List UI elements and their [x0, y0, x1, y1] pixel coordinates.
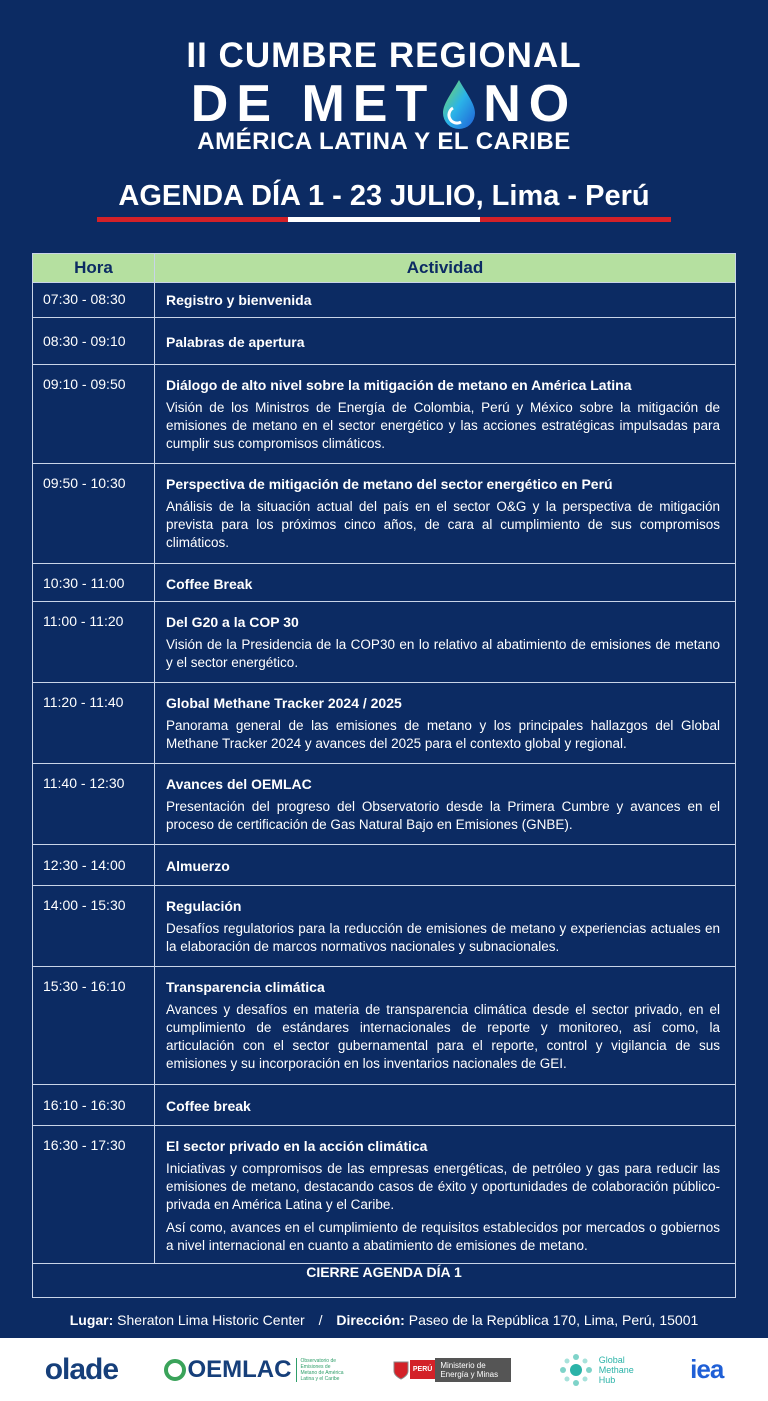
summit-subtitle: AMÉRICA LATINA Y EL CARIBE: [197, 128, 571, 155]
row-time: 16:10 - 16:30: [33, 1085, 155, 1126]
peru-shield-icon: [392, 1360, 410, 1380]
activity-description: Desafíos regulatorios para la reducción de emisiones de metano y experiencias actuales en la elaboración de marcos normativos nacionales y subnacionales.: [166, 921, 720, 954]
row-activity: [155, 564, 736, 602]
summit-title-line1: II CUMBRE REGIONAL: [186, 36, 582, 75]
table-row: [33, 764, 736, 845]
global-methane-hub-logo: [557, 1351, 645, 1389]
row-time: 14:00 - 15:30: [33, 886, 155, 967]
activity-description: Análisis de la situación actual del país en el sector O&G y la perspectiva de mitigación prevista para los próximos cinco años, de cara al cumplimiento de sus compromisos climáticos.: [166, 499, 720, 550]
table-row: [33, 318, 736, 365]
activity-description-extra: Así como, avances en el cumplimiento de requisitos establecidos por mercados o gobiernos a nivel internacional en cuanto a abatimiento de emisiones de metano.: [166, 1220, 720, 1253]
activity-title: Transparencia climática: [166, 979, 325, 995]
row-activity: [155, 365, 736, 464]
agenda-title: AGENDA DÍA 1 - 23 JULIO, Lima - Perú: [118, 180, 650, 212]
activity-title: Almuerzo: [166, 858, 230, 874]
activity-title: Avances del OEMLAC: [166, 776, 312, 792]
table-row: [33, 967, 736, 1085]
venue-label: Lugar:: [69, 1312, 114, 1328]
row-time: 11:20 - 11:40: [33, 683, 155, 764]
column-header-hora: Hora: [33, 254, 155, 283]
address-value: Paseo de la República 170, Lima, Perú, 15001: [408, 1312, 699, 1328]
row-activity: [155, 283, 736, 318]
row-time: 10:30 - 11:00: [33, 564, 155, 602]
row-time: 12:30 - 14:00: [33, 845, 155, 886]
oemlac-logo-text: OEMLAC: [187, 1355, 292, 1383]
row-activity: [155, 683, 736, 764]
venue-info: [0, 1312, 768, 1328]
methane-drop-icon: [439, 78, 479, 130]
activity-description: Presentación del progreso del Observatorio desde la Primera Cumbre y avances en el proceso de certificación de Gas Natural Bajo en Emisiones (GNBE).: [166, 799, 720, 832]
venue-separator: /: [318, 1312, 323, 1328]
row-activity: [155, 1085, 736, 1126]
row-activity: [155, 764, 736, 845]
activity-description: Visión de la Presidencia de la COP30 en lo relativo al abatimiento de emisiones de metano y el sector energético.: [166, 637, 720, 670]
activity-title: Regulación: [166, 898, 242, 914]
oemlac-ring-icon: [163, 1358, 187, 1382]
address-label: Dirección:: [336, 1312, 405, 1328]
venue-value: Sheraton Lima Historic Center: [117, 1312, 305, 1328]
row-time: 09:50 - 10:30: [33, 464, 155, 564]
row-time: 11:00 - 11:20: [33, 602, 155, 683]
sponsor-logos-bar: [0, 1338, 768, 1401]
closing-row: [33, 1264, 736, 1298]
olade-logo-text: olade: [44, 1352, 119, 1386]
activity-title: Palabras de apertura: [166, 334, 305, 350]
table-row: [33, 365, 736, 464]
table-row: [33, 1126, 736, 1264]
peru-label: PERÚ: [410, 1360, 435, 1379]
table-header-row: [33, 254, 736, 283]
activity-title: Registro y bienvenida: [166, 292, 312, 308]
ministry-label: Ministerio de Energía y Minas: [435, 1358, 511, 1382]
column-header-actividad: Actividad: [155, 254, 736, 283]
activity-description: Visión de los Ministros de Energía de Colombia, Perú y México sobre la mitigación de emisiones de metano en el sector energético y las acciones estratégicas impulsadas para cumplir sus compromisos climáticos.: [166, 400, 720, 451]
table-row: [33, 564, 736, 602]
activity-title: Perspectiva de mitigación de metano del sector energético en Perú: [166, 476, 613, 492]
activity-title: Coffee Break: [166, 576, 253, 592]
minem-logo: [392, 1358, 511, 1382]
table-row: [33, 683, 736, 764]
activity-title: Coffee break: [166, 1098, 251, 1114]
summit-title-line2: [0, 74, 768, 134]
row-activity: [155, 886, 736, 967]
activity-title: Diálogo de alto nivel sobre la mitigación de metano en América Latina: [166, 377, 632, 393]
title-part-b: NO: [483, 75, 578, 133]
activity-description: Avances y desafíos en materia de transparencia climática desde el sector privado, en el cumplimiento de estándares internacionales de reporte y monitoreo, así como, la articulación con el sector gubernamental para el reporte, control y vigilancia de sus emisiones y su incorporación en los inventarios nacionales de GEI.: [166, 1002, 720, 1071]
peru-flag-bar: [97, 217, 671, 222]
agenda-table: [32, 253, 736, 1298]
table-row: [33, 1085, 736, 1126]
row-time: 08:30 - 09:10: [33, 318, 155, 365]
row-time: 11:40 - 12:30: [33, 764, 155, 845]
oemlac-logo: [163, 1356, 346, 1384]
row-activity: [155, 464, 736, 564]
activity-title: Global Methane Tracker 2024 / 2025: [166, 695, 402, 711]
row-time: 07:30 - 08:30: [33, 283, 155, 318]
table-row: [33, 464, 736, 564]
gmh-dots-icon: [557, 1351, 595, 1389]
row-time: 15:30 - 16:10: [33, 967, 155, 1085]
activity-description: Panorama general de las emisiones de metano y los principales hallazgos del Global Methane Tracker 2024 y avances del 2025 para el contexto global y regional.: [166, 718, 720, 751]
row-activity: [155, 602, 736, 683]
table-row: [33, 886, 736, 967]
olade-logo: [45, 1353, 118, 1387]
activity-description: Iniciativas y compromisos de las empresas energéticas, de petróleo y gas para reducir las emisiones de metano, destacando casos de éxito y oportunidades de colaboración público-privada en América Latina y el Caribe.: [166, 1161, 720, 1212]
iea-logo-text: iea: [690, 1354, 724, 1384]
gmh-label: Global Methane Hub: [598, 1354, 634, 1385]
table-row: [33, 283, 736, 318]
row-activity: [155, 318, 736, 365]
table-row: [33, 845, 736, 886]
row-activity: [155, 967, 736, 1085]
row-time: 16:30 - 17:30: [33, 1126, 155, 1264]
row-activity: [155, 845, 736, 886]
activity-title: Del G20 a la COP 30: [166, 614, 299, 630]
table-row: [33, 602, 736, 683]
title-part-a: DE MET: [190, 75, 436, 133]
oemlac-subtitle: Observatorio de Emisiones de Metano de América Latina y el Caribe: [296, 1358, 346, 1382]
closing-label: CIERRE AGENDA DÍA 1: [33, 1264, 736, 1298]
iea-logo: [690, 1354, 723, 1385]
row-activity: [155, 1126, 736, 1264]
row-time: 09:10 - 09:50: [33, 365, 155, 464]
activity-title: El sector privado en la acción climática: [166, 1138, 428, 1154]
